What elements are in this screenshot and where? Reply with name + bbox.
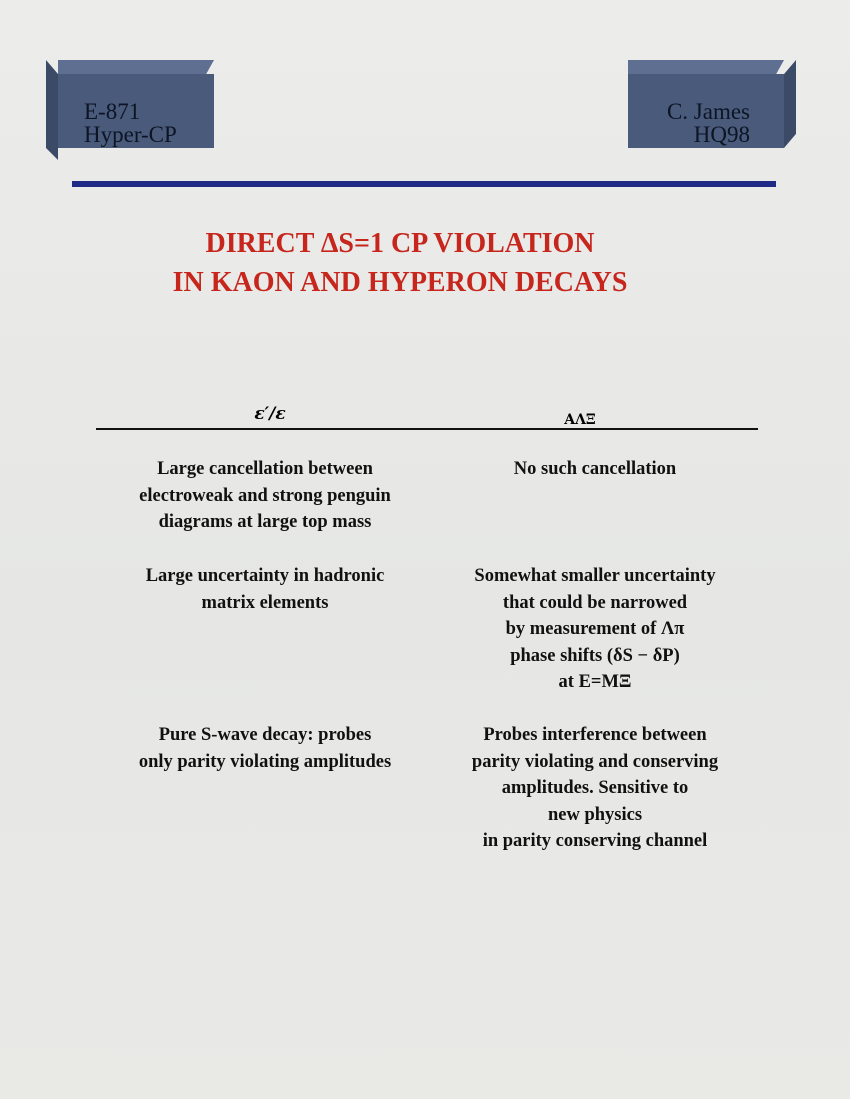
badge-line: E-871 <box>84 99 141 124</box>
badge-line: Hyper-CP <box>84 122 177 147</box>
comparison-cell-left <box>100 722 430 775</box>
cell-line: matrix elements <box>201 592 329 613</box>
page-title <box>0 224 800 302</box>
cell-line: Probes interference between <box>483 725 707 745</box>
author-badge <box>628 74 784 148</box>
cell-line: new physics <box>547 804 643 825</box>
column-header-epsilon: ε′/ε <box>254 404 286 424</box>
cell-line: that could be narrowed <box>502 592 688 613</box>
cell-line: amplitudes. Sensitive to <box>501 778 689 799</box>
cell-line: in parity conserving channel <box>482 831 708 852</box>
badge-top-face <box>628 60 784 74</box>
cell-line: phase shifts (δS − δP) <box>510 645 680 666</box>
cell-line: only parity violating amplitudes <box>138 751 392 772</box>
badge-top-face <box>58 60 214 74</box>
title-line: IN KAON AND HYPERON DECAYS <box>172 267 628 298</box>
badge-side-face <box>784 60 796 148</box>
header-divider <box>72 181 776 187</box>
comparison-cell-right <box>440 456 750 483</box>
cell-line: Pure S-wave decay: probes <box>158 725 372 745</box>
badge-line: HQ98 <box>693 122 750 147</box>
badge-side-face <box>46 60 58 160</box>
column-header-asymmetry: AΛΞ <box>564 412 596 428</box>
table-divider <box>96 428 758 430</box>
cell-line: Large uncertainty in hadronic <box>145 566 385 586</box>
cell-line: Somewhat smaller uncertainty <box>474 566 716 586</box>
comparison-cell-left <box>100 456 430 536</box>
cell-line: by measurement of Λπ <box>505 619 685 640</box>
experiment-badge <box>58 74 214 148</box>
comparison-cell-right <box>440 563 750 696</box>
cell-line: Large cancellation between <box>157 459 373 479</box>
cell-line: parity violating and conserving <box>471 751 719 772</box>
comparison-cell-left <box>100 563 430 616</box>
cell-line: No such cancellation <box>513 459 677 479</box>
cell-line: diagrams at large top mass <box>158 512 372 533</box>
badge-line: C. James <box>666 99 750 124</box>
title-line: DIRECT ΔS=1 CP VIOLATION <box>205 228 595 259</box>
cell-line: electroweak and strong penguin <box>139 485 391 506</box>
cell-line: at E=MΞ <box>558 672 632 693</box>
comparison-cell-right <box>440 722 750 855</box>
